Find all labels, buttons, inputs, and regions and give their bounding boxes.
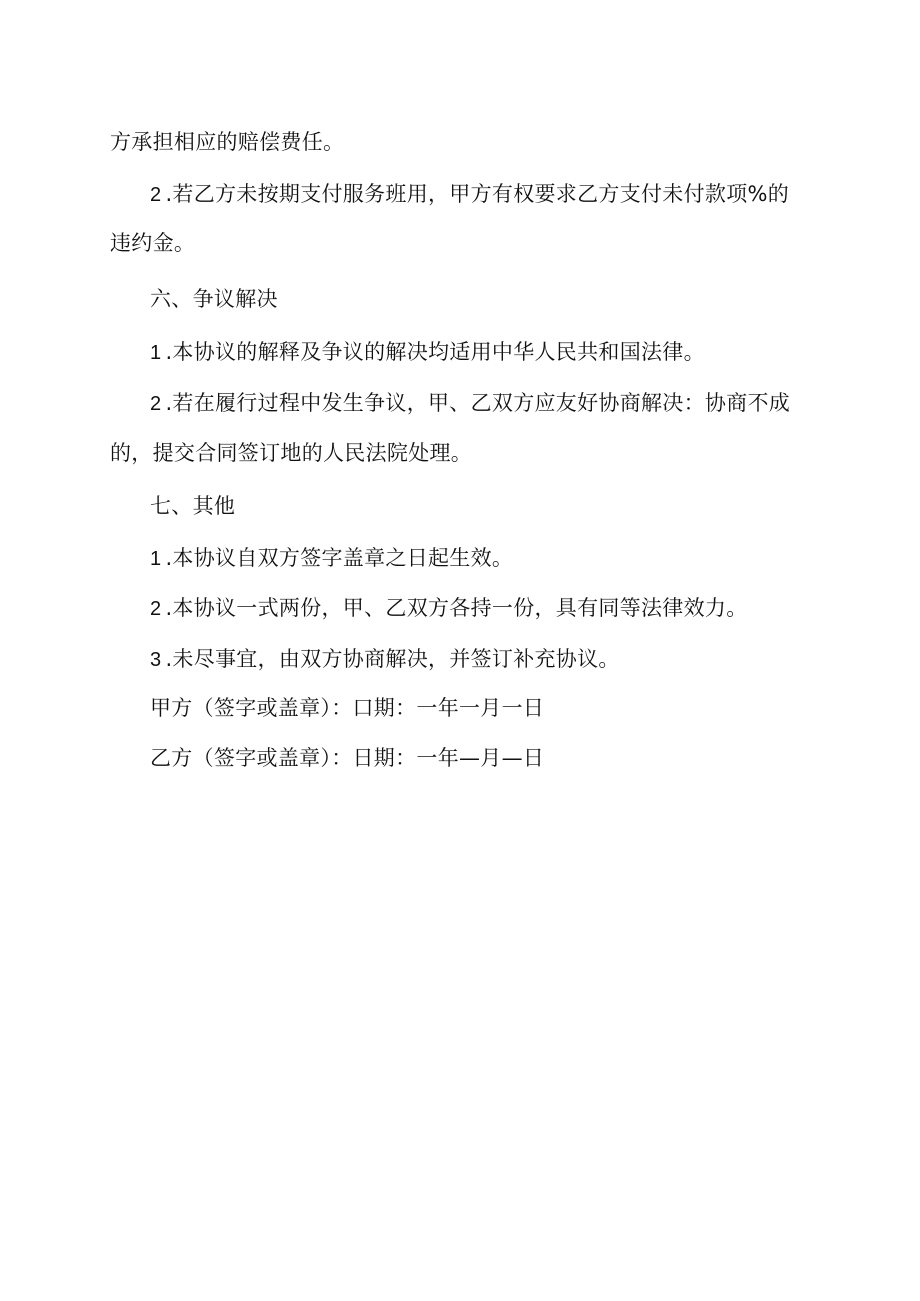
clause-text: .本协议自双方签字盖章之日起生效。 (165, 546, 514, 570)
clause-item-2 (150, 182, 789, 207)
clause-number: 1 (150, 342, 162, 364)
clause-text: .未尽事宜，由双方协商解决，并签订补充协议。 (165, 647, 620, 671)
clause-number: 1 (150, 548, 162, 570)
clause-text: 违约金。 (110, 231, 196, 255)
section6-item-1 (150, 340, 705, 365)
clause-text: .若乙方未按期支付服务班用，甲方有权要求乙方支付未付款项%的 (165, 182, 790, 206)
paragraph-continuation (110, 130, 344, 154)
section-heading: 七、其他 (150, 494, 236, 518)
section6-item-2 (150, 391, 790, 416)
paragraph-text: 方承担相应的赔偿费任。 (110, 130, 345, 154)
signature-line-text: 甲方（签字或盖章）：口期：一年一月一日 (150, 696, 545, 720)
clause-item-2-continuation (110, 231, 195, 255)
clause-number: 2 (150, 393, 162, 415)
section-heading-7 (150, 494, 235, 518)
clause-text: .本协议一式两份，甲、乙双方各持一份，具有同等法律效力。 (165, 596, 748, 620)
signature-party-a (150, 696, 544, 720)
clause-number: 3 (150, 649, 162, 671)
section7-item-1 (150, 546, 513, 571)
section6-item-2-continuation (110, 441, 472, 465)
clause-number: 2 (150, 598, 162, 620)
signature-party-b (150, 746, 544, 770)
clause-text: 的，提交合同签订地的人民法院处理。 (110, 441, 473, 465)
section-heading-6 (150, 287, 278, 311)
clause-number: 2 (150, 184, 162, 206)
section7-item-2 (150, 596, 748, 621)
signature-line-text: 乙方（签字或盖章）：日期：一年—月—日 (150, 746, 545, 770)
clause-text: .若在履行过程中发生争议，甲、乙双方应友好协商解决：协商不成 (165, 391, 791, 415)
section7-item-3 (150, 647, 620, 672)
section-heading: 六、争议解决 (150, 287, 278, 311)
clause-text: .本协议的解释及争议的解决均适用中华人民共和国法律。 (165, 340, 705, 364)
